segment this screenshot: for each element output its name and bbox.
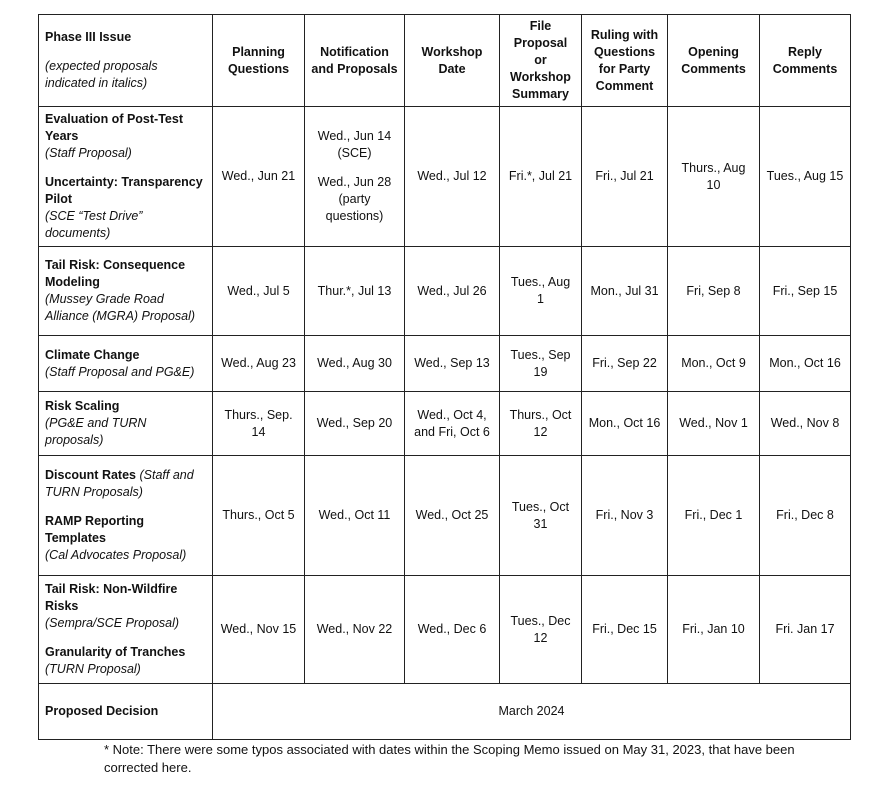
schedule-table: [38, 14, 851, 740]
header-row: [39, 15, 851, 107]
issue-cell: [39, 576, 213, 684]
date-cell: Wed., Dec 6: [405, 576, 500, 684]
date-cell: Mon., Jul 31: [582, 247, 668, 336]
date-cell: Mon., Oct 16: [582, 392, 668, 456]
issue-cell: [39, 107, 213, 247]
table-row: [39, 456, 851, 576]
date-cell: [305, 107, 405, 247]
header-col-planning: Planning Questions: [213, 15, 305, 107]
date-cell: Thurs., Aug 10: [668, 107, 760, 247]
issue-proposal: (Mussey Grade Road Alliance (MGRA) Proposal): [45, 292, 196, 323]
issue-title: Evaluation of Post-Test Years: [45, 112, 183, 143]
issue-title: Risk Scaling: [45, 399, 120, 413]
header-issue-cell: [39, 15, 213, 107]
date-cell: Fri, Sep 8: [668, 247, 760, 336]
proposed-decision-value: March 2024: [213, 684, 851, 740]
date-cell: Mon., Oct 9: [668, 336, 760, 392]
header-col-workshop: Workshop Date: [405, 15, 500, 107]
date-cell: Tues., Dec 12: [500, 576, 582, 684]
date-line: Wed., Jun 28 (party questions): [317, 175, 392, 223]
header-issue-title: Phase III Issue: [45, 30, 132, 44]
date-cell: Wed., Jul 26: [405, 247, 500, 336]
date-cell: Wed., Jun 21: [213, 107, 305, 247]
proposed-decision-row: [39, 684, 851, 740]
date-cell: Tues., Sep 19: [500, 336, 582, 392]
issue-title: Tail Risk: Consequence Modeling: [45, 258, 186, 289]
date-cell: Fri., Dec 1: [668, 456, 760, 576]
date-cell: Wed., Aug 30: [305, 336, 405, 392]
date-cell: Fri., Sep 15: [760, 247, 851, 336]
issue-title: Granularity of Tranches: [45, 645, 186, 659]
issue-proposal: (Staff Proposal): [45, 146, 132, 160]
date-cell: Fri.*, Jul 21: [500, 107, 582, 247]
issue-title: Tail Risk: Non-Wildfire Risks: [45, 582, 178, 613]
table-row: [39, 392, 851, 456]
date-cell: Fri., Jan 10: [668, 576, 760, 684]
table-row: [39, 336, 851, 392]
header-col-ruling: Ruling with Questions for Party Comment: [582, 15, 668, 107]
footnote: * Note: There were some typos associated with dates within the Scoping Memo issued on May 31, 2023, that have been corrected here.: [104, 742, 795, 775]
date-cell: Thurs., Oct 5: [213, 456, 305, 576]
header-col-file-proposal: File Proposal or Workshop Summary: [500, 15, 582, 107]
date-cell: Wed., Jul 5: [213, 247, 305, 336]
issue-cell: [39, 456, 213, 576]
date-cell: Thur.*, Jul 13: [305, 247, 405, 336]
date-cell: Wed., Nov 1: [668, 392, 760, 456]
date-cell: Fri. Jan 17: [760, 576, 851, 684]
issue-proposal: (Sempra/SCE Proposal): [45, 616, 180, 630]
date-cell: Fri., Nov 3: [582, 456, 668, 576]
date-cell: Wed., Nov 22: [305, 576, 405, 684]
issue-title: Discount Rates: [45, 468, 136, 482]
issue-line: [45, 467, 206, 501]
date-cell: Wed., Oct 4, and Fri, Oct 6: [405, 392, 500, 456]
date-cell: Wed., Nov 15: [213, 576, 305, 684]
issue-proposal: (SCE “Test Drive” documents): [45, 209, 143, 240]
date-cell: Wed., Oct 25: [405, 456, 500, 576]
issue-proposal: (PG&E and TURN proposals): [45, 416, 147, 447]
date-cell: Fri., Sep 22: [582, 336, 668, 392]
header-col-opening: Opening Comments: [668, 15, 760, 107]
table-row: [39, 107, 851, 247]
issue-title: Uncertainty: Transparency Pilot: [45, 175, 203, 206]
date-cell: Wed., Oct 11: [305, 456, 405, 576]
table-row: [39, 576, 851, 684]
date-cell: Tues., Aug 1: [500, 247, 582, 336]
issue-proposal: (Staff and TURN Proposals): [45, 468, 194, 499]
header-col-notification: Notification and Proposals: [305, 15, 405, 107]
date-cell: Mon., Oct 16: [760, 336, 851, 392]
date-cell: Tues., Oct 31: [500, 456, 582, 576]
issue-cell: [39, 336, 213, 392]
date-cell: Thurs., Oct 12: [500, 392, 582, 456]
date-cell: Tues., Aug 15: [760, 107, 851, 247]
date-cell: Fri., Dec 8: [760, 456, 851, 576]
date-cell: Wed., Sep 20: [305, 392, 405, 456]
issue-title: RAMP Reporting Templates: [45, 514, 145, 545]
issue-proposal: (Cal Advocates Proposal): [45, 548, 187, 562]
proposed-decision-label: Proposed Decision: [39, 684, 213, 740]
issue-title: Climate Change: [45, 347, 140, 362]
date-cell: Wed., Jul 12: [405, 107, 500, 247]
issue-proposal: (TURN Proposal): [45, 662, 141, 676]
issue-cell: [39, 247, 213, 336]
date-cell: Wed., Aug 23: [213, 336, 305, 392]
issue-proposal: (Staff Proposal and PG&E): [45, 364, 195, 379]
issue-cell: [39, 392, 213, 456]
header-issue-note: (expected proposals indicated in italics): [45, 59, 158, 90]
date-cell: Fri., Dec 15: [582, 576, 668, 684]
date-cell: Wed., Nov 8: [760, 392, 851, 456]
header-col-reply: Reply Comments: [760, 15, 851, 107]
date-cell: Thurs., Sep. 14: [213, 392, 305, 456]
date-cell: Fri., Jul 21: [582, 107, 668, 247]
date-cell: Wed., Sep 13: [405, 336, 500, 392]
table-row: [39, 247, 851, 336]
date-line: Wed., Jun 14 (SCE): [317, 129, 392, 160]
